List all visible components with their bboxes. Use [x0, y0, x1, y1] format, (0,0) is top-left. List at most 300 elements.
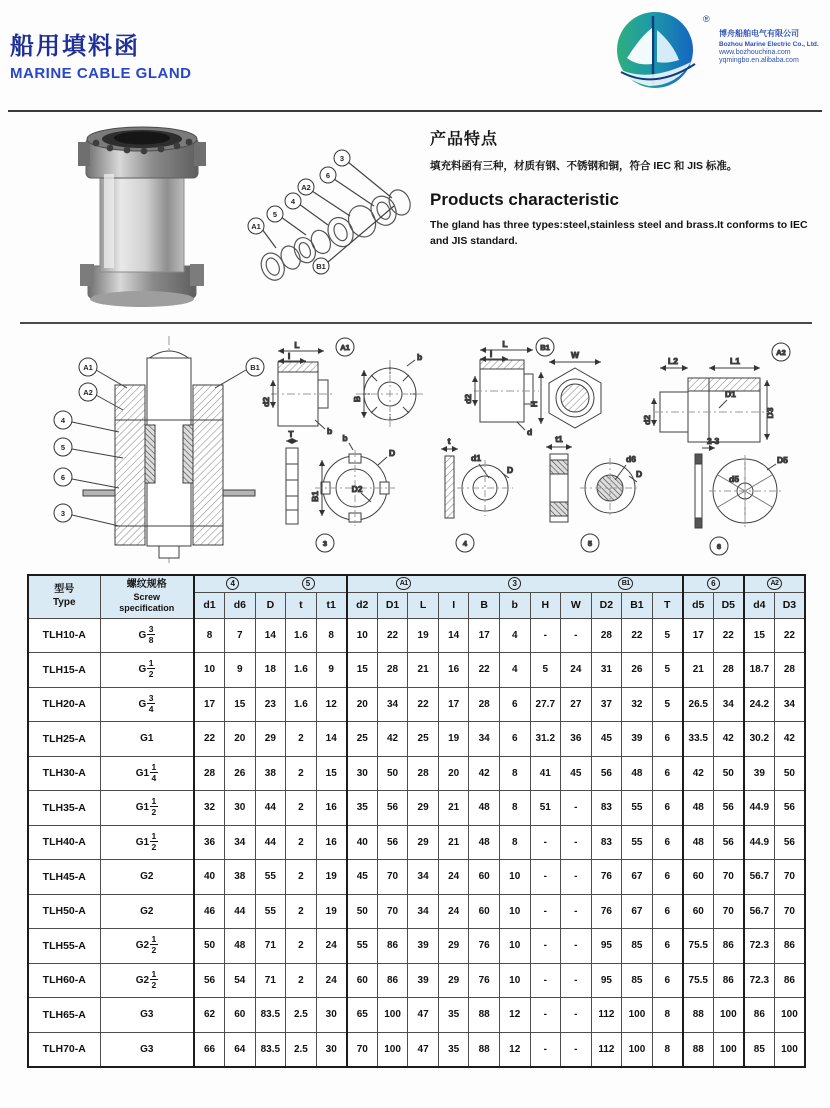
cell-H: - — [530, 963, 561, 998]
page-title-en: MARINE CABLE GLAND — [10, 65, 192, 82]
features-body-en: The gland has three types:steel,stainless steel and brass.It conforms to IEC and JIS standard. — [430, 219, 808, 247]
cell-D2: 76 — [591, 860, 622, 895]
cell-W: - — [561, 791, 592, 826]
cell-D5: 34 — [713, 687, 744, 722]
cell-d1: 28 — [194, 756, 225, 791]
screw-spec: G1 $\frac{1}{2}$ — [135, 830, 157, 852]
header-col-H: H — [530, 592, 561, 618]
cell-H: - — [530, 618, 561, 653]
svg-text:D1: D1 — [725, 389, 736, 399]
cell-H: - — [530, 998, 561, 1033]
svg-text:D: D — [389, 448, 396, 458]
cell-screw — [100, 653, 194, 688]
header-col-T: T — [652, 592, 683, 618]
header-col-W: W — [561, 592, 592, 618]
table-row-tlh45-a — [28, 860, 805, 895]
cell-d1: 8 — [194, 618, 225, 653]
cell-d6: 48 — [225, 929, 256, 964]
cell-t1: 30 — [316, 998, 347, 1033]
cell-T: 5 — [652, 687, 683, 722]
cell-screw — [100, 998, 194, 1033]
circled-label-5: 5 — [302, 577, 315, 590]
cell-d5: 48 — [683, 825, 714, 860]
cell-D3: 100 — [774, 1032, 805, 1067]
cell-d4: 24.2 — [744, 687, 775, 722]
svg-text:d: d — [527, 427, 533, 437]
cell-d1: 40 — [194, 860, 225, 895]
cell-H: - — [530, 894, 561, 929]
table-row-tlh20-a — [28, 687, 805, 722]
cell-B: 88 — [469, 998, 500, 1033]
cell-type: TLH30-A — [28, 756, 100, 791]
cell-W: 27 — [561, 687, 592, 722]
cell-W: 36 — [561, 722, 592, 757]
cell-D: 55 — [255, 894, 286, 929]
cell-D5: 56 — [713, 825, 744, 860]
svg-text:d2: d2 — [642, 415, 652, 425]
cell-d4: 15 — [744, 618, 775, 653]
table-row-tlh30-a — [28, 756, 805, 791]
callout-4-icon — [54, 411, 72, 429]
svg-text:B: B — [352, 396, 362, 403]
circled-label-a1: A1 — [396, 577, 411, 590]
callout-5-icon — [54, 438, 72, 456]
cell-type: TLH70-A — [28, 1032, 100, 1067]
cell-L: 29 — [408, 825, 439, 860]
header-col-d5: d5 — [683, 592, 714, 618]
header-type: 型号 Type — [28, 575, 100, 618]
svg-text:B1: B1 — [540, 343, 550, 352]
cell-D1: 50 — [377, 756, 408, 791]
cell-D5: 100 — [713, 998, 744, 1033]
cell-d4: 72.3 — [744, 929, 775, 964]
cell-d1: 17 — [194, 687, 225, 722]
table-row-tlh10-a — [28, 618, 805, 653]
cell-d6: 44 — [225, 894, 256, 929]
header-col-d6: d6 — [225, 592, 256, 618]
cell-D: 38 — [255, 756, 286, 791]
cell-b: 10 — [499, 929, 530, 964]
svg-text:t1: t1 — [555, 434, 563, 444]
cell-D3: 70 — [774, 860, 805, 895]
cell-screw — [100, 894, 194, 929]
cell-type: TLH45-A — [28, 860, 100, 895]
cell-T: 6 — [652, 756, 683, 791]
brand-block — [607, 6, 822, 102]
cell-D3: 22 — [774, 618, 805, 653]
cell-L: 47 — [408, 998, 439, 1033]
callout-a1-icon — [248, 218, 264, 234]
assembly-section-view — [72, 336, 255, 563]
svg-text:A2: A2 — [776, 348, 786, 357]
cell-I: 29 — [438, 929, 469, 964]
header-screw-spec: 螺纹规格 Screw specification — [100, 575, 194, 618]
cell-D2: 37 — [591, 687, 622, 722]
header-col-D: D — [255, 592, 286, 618]
svg-text:3: 3 — [322, 539, 328, 548]
cell-t1: 24 — [316, 929, 347, 964]
cell-D2: 83 — [591, 825, 622, 860]
cell-B: 48 — [469, 791, 500, 826]
cell-W: - — [561, 825, 592, 860]
cell-t1: 19 — [316, 894, 347, 929]
cell-t: 2 — [286, 791, 317, 826]
cell-d4: 72.3 — [744, 963, 775, 998]
cell-d6: 38 — [225, 860, 256, 895]
header-col-b: b — [499, 592, 530, 618]
cell-D2: 95 — [591, 929, 622, 964]
svg-text:6: 6 — [716, 542, 722, 551]
view-5 — [546, 434, 642, 552]
cell-d2: 70 — [347, 1032, 378, 1067]
cell-d2: 60 — [347, 963, 378, 998]
screw-spec: G $\frac{3}{4}$ — [138, 692, 154, 714]
cell-d4: 39 — [744, 756, 775, 791]
cell-d2: 25 — [347, 722, 378, 757]
cell-B1: 67 — [622, 894, 653, 929]
header-group-6 — [683, 575, 744, 592]
cell-d4: 86 — [744, 998, 775, 1033]
header-col-B1: B1 — [622, 592, 653, 618]
cell-I: 16 — [438, 653, 469, 688]
cell-B1: 26 — [622, 653, 653, 688]
svg-text:A2: A2 — [301, 183, 311, 192]
circled-label-b1: B1 — [618, 577, 633, 590]
cell-d2: 15 — [347, 653, 378, 688]
cell-L: 29 — [408, 791, 439, 826]
svg-text:A1: A1 — [251, 222, 261, 231]
cell-d4: 18.7 — [744, 653, 775, 688]
label-b1-icon — [536, 338, 554, 356]
cell-D5: 50 — [713, 756, 744, 791]
cell-B1: 67 — [622, 860, 653, 895]
callout-4-icon — [285, 193, 301, 209]
cell-D: 55 — [255, 860, 286, 895]
cell-B: 76 — [469, 963, 500, 998]
cell-d4: 56.7 — [744, 860, 775, 895]
cell-B1: 22 — [622, 618, 653, 653]
cell-type: TLH25-A — [28, 722, 100, 757]
product-photos — [30, 118, 430, 320]
cell-d6: 20 — [225, 722, 256, 757]
cell-screw — [100, 929, 194, 964]
cell-t: 2 — [286, 894, 317, 929]
cell-b: 10 — [499, 894, 530, 929]
cell-screw — [100, 791, 194, 826]
cell-D: 23 — [255, 687, 286, 722]
cell-W: - — [561, 998, 592, 1033]
cell-D2: 28 — [591, 618, 622, 653]
cell-I: 35 — [438, 1032, 469, 1067]
svg-text:L: L — [294, 340, 300, 350]
cell-d2: 35 — [347, 791, 378, 826]
cell-D1: 70 — [377, 894, 408, 929]
cell-D5: 70 — [713, 894, 744, 929]
cell-B1: 85 — [622, 963, 653, 998]
header-col-d2: d2 — [347, 592, 378, 618]
cell-t: 1.6 — [286, 653, 317, 688]
callout-a2-icon — [298, 179, 314, 195]
cell-I: 24 — [438, 860, 469, 895]
svg-text:W: W — [570, 350, 580, 360]
cell-d1: 32 — [194, 791, 225, 826]
svg-text:6: 6 — [60, 473, 66, 482]
cell-D3: 42 — [774, 722, 805, 757]
cell-t: 1.6 — [286, 618, 317, 653]
header-group-a2 — [744, 575, 805, 592]
svg-text:d1: d1 — [471, 453, 481, 463]
cell-screw — [100, 756, 194, 791]
table-row-tlh70-a — [28, 1032, 805, 1067]
svg-text:B1: B1 — [250, 363, 260, 372]
label-a2-icon — [772, 343, 790, 361]
screw-spec: G $\frac{1}{2}$ — [138, 658, 154, 679]
circled-label-a2: A2 — [767, 577, 782, 590]
svg-text:D: D — [507, 465, 514, 475]
cell-T: 6 — [652, 825, 683, 860]
cell-D1: 86 — [377, 929, 408, 964]
cell-t: 2 — [286, 963, 317, 998]
cell-T: 6 — [652, 860, 683, 895]
view-4 — [441, 436, 513, 552]
cell-B1: 85 — [622, 929, 653, 964]
cell-L: 39 — [408, 929, 439, 964]
svg-text:B1: B1 — [316, 262, 326, 271]
view-b1 — [463, 338, 601, 437]
table-row-tlh15-a — [28, 653, 805, 688]
circled-label-6: 6 — [707, 577, 720, 590]
cell-t: 2 — [286, 722, 317, 757]
cell-d5: 75.5 — [683, 929, 714, 964]
exploded-diagram — [254, 162, 417, 284]
cell-D1: 100 — [377, 998, 408, 1033]
cell-D3: 34 — [774, 687, 805, 722]
cell-T: 6 — [652, 722, 683, 757]
svg-text:d5: d5 — [729, 474, 739, 484]
features-body-zh: 填充料函有三种，材质有钢、不锈钢和铜，符合 IEC 和 JIS 标准。 — [430, 160, 738, 172]
cell-d2: 40 — [347, 825, 378, 860]
cell-D: 71 — [255, 963, 286, 998]
cell-T: 5 — [652, 653, 683, 688]
cell-B1: 32 — [622, 687, 653, 722]
screw-spec: G1 $\frac{1}{2}$ — [135, 796, 157, 817]
cell-I: 29 — [438, 963, 469, 998]
cell-T: 8 — [652, 998, 683, 1033]
cell-H: 51 — [530, 791, 561, 826]
table-row-tlh55-a — [28, 929, 805, 964]
cell-d1: 62 — [194, 998, 225, 1033]
cell-B1: 100 — [622, 1032, 653, 1067]
cell-t1: 24 — [316, 963, 347, 998]
view-6 — [695, 436, 788, 555]
cell-D: 18 — [255, 653, 286, 688]
svg-text:4: 4 — [290, 197, 296, 206]
company-name-en: Bozhou Marine Electric Co., Ltd. — [719, 41, 819, 48]
callout-3-icon — [54, 504, 72, 522]
features-heading-zh: 产品特点 — [430, 131, 499, 148]
cell-D2: 56 — [591, 756, 622, 791]
cell-I: 14 — [438, 618, 469, 653]
cell-screw — [100, 963, 194, 998]
cell-H: - — [530, 1032, 561, 1067]
cell-d2: 45 — [347, 860, 378, 895]
cell-W: - — [561, 1032, 592, 1067]
svg-text:L1: L1 — [730, 356, 740, 366]
header-col-D5: D5 — [713, 592, 744, 618]
cell-D1: 56 — [377, 825, 408, 860]
cell-d6: 34 — [225, 825, 256, 860]
cell-d6: 60 — [225, 998, 256, 1033]
cell-type: TLH10-A — [28, 618, 100, 653]
cell-T: 8 — [652, 1032, 683, 1067]
cell-T: 6 — [652, 929, 683, 964]
callout-5-icon — [267, 206, 283, 222]
table-row-tlh65-a — [28, 998, 805, 1033]
company-info — [719, 28, 822, 64]
cell-D1: 86 — [377, 963, 408, 998]
circled-label-4: 4 — [226, 577, 239, 590]
cell-D1: 28 — [377, 653, 408, 688]
cell-D1: 42 — [377, 722, 408, 757]
callout-a2-icon — [79, 383, 97, 401]
cell-t: 2 — [286, 756, 317, 791]
cell-d2: 50 — [347, 894, 378, 929]
cell-t: 2.5 — [286, 998, 317, 1033]
cell-D2: 76 — [591, 894, 622, 929]
svg-text:5: 5 — [272, 210, 278, 219]
screw-spec: G1 $\frac{1}{4}$ — [135, 761, 157, 783]
cell-d5: 60 — [683, 894, 714, 929]
cell-B: 48 — [469, 825, 500, 860]
cell-D3: 28 — [774, 653, 805, 688]
cell-D3: 50 — [774, 756, 805, 791]
cell-I: 35 — [438, 998, 469, 1033]
table-row-tlh40-a — [28, 825, 805, 860]
view-a2 — [642, 343, 790, 442]
cell-type: TLH65-A — [28, 998, 100, 1033]
cell-d5: 42 — [683, 756, 714, 791]
cell-D1: 70 — [377, 860, 408, 895]
header-group-a1-3-b1 — [347, 575, 683, 592]
cell-screw — [100, 860, 194, 895]
cell-D: 83.5 — [255, 998, 286, 1033]
cell-B: 34 — [469, 722, 500, 757]
company-name-zh: 博舟船舶电气有限公司 — [719, 29, 799, 38]
cell-B: 28 — [469, 687, 500, 722]
cell-d5: 26.5 — [683, 687, 714, 722]
cell-d2: 55 — [347, 929, 378, 964]
cell-H: 5 — [530, 653, 561, 688]
callout-a1-icon — [79, 358, 97, 376]
header-col-d4: d4 — [744, 592, 775, 618]
cell-D3: 86 — [774, 929, 805, 964]
cell-type: TLH15-A — [28, 653, 100, 688]
company-alibaba: yqmingbo.en.alibaba.com — [719, 57, 799, 64]
cell-D5: 86 — [713, 963, 744, 998]
cell-d6: 64 — [225, 1032, 256, 1067]
cell-d4: 30.2 — [744, 722, 775, 757]
table-row-tlh60-a — [28, 963, 805, 998]
cell-L: 34 — [408, 894, 439, 929]
cell-t1: 15 — [316, 756, 347, 791]
cell-b: 4 — [499, 618, 530, 653]
cell-screw — [100, 1032, 194, 1067]
cell-d6: 7 — [225, 618, 256, 653]
cell-L: 34 — [408, 860, 439, 895]
svg-text:A1: A1 — [340, 343, 350, 352]
cell-d5: 17 — [683, 618, 714, 653]
cell-B: 76 — [469, 929, 500, 964]
cell-B1: 55 — [622, 791, 653, 826]
cell-W: - — [561, 860, 592, 895]
cell-D3: 86 — [774, 963, 805, 998]
cell-d1: 22 — [194, 722, 225, 757]
cell-H: 41 — [530, 756, 561, 791]
cell-B1: 39 — [622, 722, 653, 757]
cell-d4: 85 — [744, 1032, 775, 1067]
cell-type: TLH20-A — [28, 687, 100, 722]
header-divider — [8, 110, 822, 112]
cell-b: 10 — [499, 963, 530, 998]
svg-text:b: b — [327, 426, 333, 436]
label-3-icon — [316, 534, 334, 552]
gland-photo — [78, 127, 206, 307]
svg-text:D5: D5 — [777, 455, 788, 465]
header-col-L: L — [408, 592, 439, 618]
svg-text:b: b — [342, 433, 348, 443]
cell-d6: 9 — [225, 653, 256, 688]
cell-D1: 22 — [377, 618, 408, 653]
cell-t: 2 — [286, 825, 317, 860]
svg-text:t: t — [447, 436, 451, 446]
cell-D2: 112 — [591, 1032, 622, 1067]
page-header — [0, 0, 830, 112]
cell-d5: 21 — [683, 653, 714, 688]
cell-d1: 36 — [194, 825, 225, 860]
cell-d2: 10 — [347, 618, 378, 653]
header-col-D1: D1 — [377, 592, 408, 618]
cell-D1: 56 — [377, 791, 408, 826]
spec-table-body — [28, 618, 805, 1067]
cell-D: 71 — [255, 929, 286, 964]
cell-T: 5 — [652, 618, 683, 653]
cell-d4: 56.7 — [744, 894, 775, 929]
svg-text:I: I — [287, 351, 291, 361]
cell-D: 44 — [255, 825, 286, 860]
cell-d1: 10 — [194, 653, 225, 688]
cell-b: 8 — [499, 825, 530, 860]
cell-d4: 44.9 — [744, 825, 775, 860]
cell-I: 17 — [438, 687, 469, 722]
cell-D1: 34 — [377, 687, 408, 722]
cell-D2: 45 — [591, 722, 622, 757]
svg-text:D2: D2 — [351, 484, 363, 494]
screw-spec: G3 — [140, 1009, 154, 1021]
cell-d5: 88 — [683, 998, 714, 1033]
svg-text:A2: A2 — [83, 388, 93, 397]
cell-b: 4 — [499, 653, 530, 688]
view-3 — [286, 429, 395, 552]
cell-b: 6 — [499, 722, 530, 757]
cell-D2: 112 — [591, 998, 622, 1033]
cell-b: 6 — [499, 687, 530, 722]
label-a1-icon — [336, 338, 354, 356]
cell-D5: 86 — [713, 929, 744, 964]
cell-d1: 46 — [194, 894, 225, 929]
svg-text:T: T — [288, 429, 294, 439]
cell-L: 19 — [408, 618, 439, 653]
cell-B: 22 — [469, 653, 500, 688]
